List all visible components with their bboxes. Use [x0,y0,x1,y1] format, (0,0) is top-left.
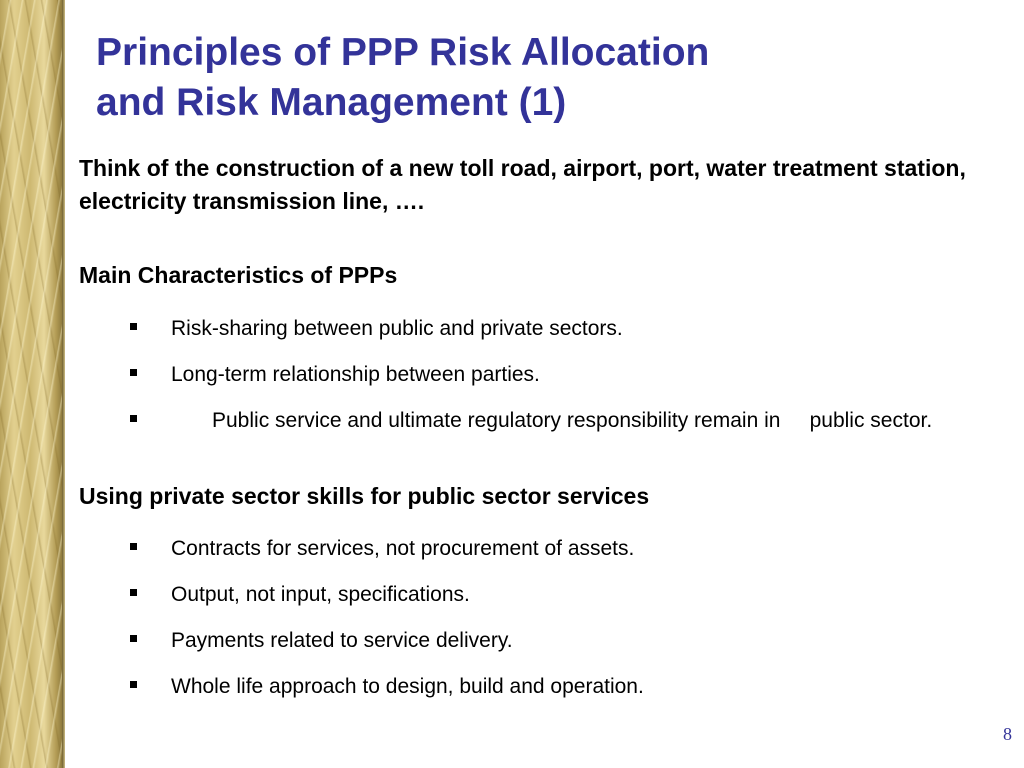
private-sector-skills-list [130,533,990,717]
list-item-text: Whole life approach to design, build and operation. [171,675,644,698]
square-bullet-icon [130,543,137,550]
page-number: 8 [1003,724,1012,744]
list-item-text: Contracts for services, not procurement of assets. [171,537,635,560]
list-item-text: Public service and ultimate regulatory responsibility remain in public sector. [212,409,933,432]
list-item [130,359,990,390]
section-heading-private-sector-skills: Using private sector skills for public sector services [79,483,650,509]
square-bullet-icon [130,589,137,596]
list-item-text: Risk-sharing between public and private sectors. [171,317,623,340]
section-heading-main-characteristics: Main Characteristics of PPPs [79,262,398,288]
slide-title-line-1: Principles of PPP Risk Allocation [96,31,710,74]
list-item-text: Output, not input, specifications. [171,583,470,606]
list-item [130,405,990,436]
list-item [130,533,990,564]
square-bullet-icon [130,369,137,376]
intro-paragraph: Think of the construction of a new toll road, airport, port, water treatment station, electricity transmission line, …. [79,155,966,214]
list-item [130,313,990,344]
square-bullet-icon [130,323,137,330]
square-bullet-icon [130,635,137,642]
list-item-text: Long-term relationship between parties. [171,363,540,386]
list-item [130,671,990,702]
list-item [130,625,990,656]
main-characteristics-list [130,313,990,451]
decorative-gold-bar [0,0,62,768]
list-item-text: Payments related to service delivery. [171,629,513,652]
gold-bar-edge [62,0,65,768]
square-bullet-icon [130,681,137,688]
slide-title [96,28,996,128]
square-bullet-icon [130,415,137,422]
list-item [130,579,990,610]
slide-title-line-2: and Risk Management (1) [96,81,567,124]
